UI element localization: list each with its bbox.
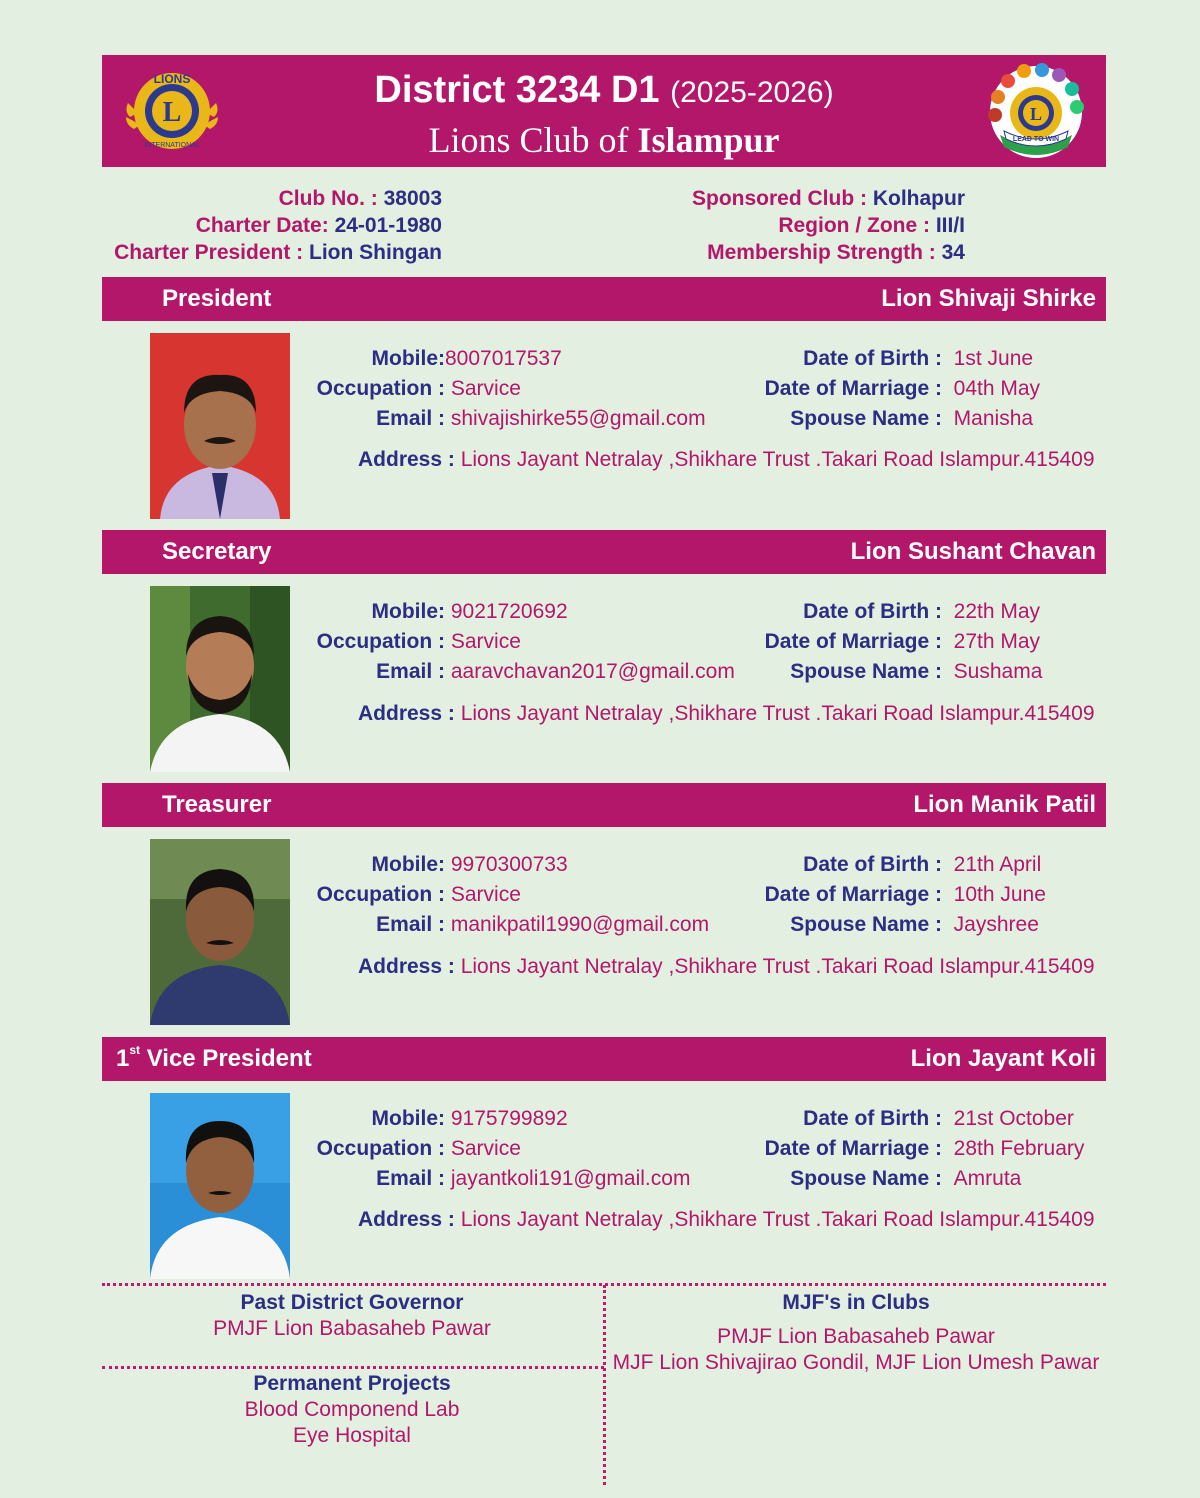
header-banner xyxy=(102,55,1106,167)
pdg-name: PMJF Lion Babasaheb Pawar xyxy=(213,1317,491,1340)
club-number-label: Club No. : xyxy=(278,187,378,210)
permanent-projects-block xyxy=(102,1371,602,1449)
address-label: Address : xyxy=(358,448,455,471)
spouse-value: Sushama xyxy=(953,660,1043,683)
dom-value: 28th February xyxy=(953,1137,1085,1160)
role-number: 1 xyxy=(116,1045,130,1072)
district-years: (2025-2026) xyxy=(670,76,834,109)
officer-name: Lion Sushant Chavan xyxy=(850,538,1096,565)
vice-president-address xyxy=(358,1208,1095,1232)
vice-president-section-bar xyxy=(102,1037,1106,1081)
dom-label: Date of Marriage : xyxy=(764,883,942,906)
club-info-right xyxy=(640,185,1060,266)
secretary-details-left xyxy=(310,597,735,687)
email-value[interactable]: manikpatil1990@gmail.com xyxy=(450,913,710,936)
officer-role xyxy=(116,1045,312,1073)
officer-name: Lion Jayant Koli xyxy=(910,1045,1096,1072)
dom-value: 04th May xyxy=(953,377,1041,400)
charter-president-value: Lion Shingan xyxy=(303,241,442,264)
occupation-label: Occupation : xyxy=(316,377,445,400)
mjf-block xyxy=(606,1290,1106,1376)
address-value: Lions Jayant Netralay ,Shikhare Trust .Takari Road Islampur.415409 xyxy=(460,702,1095,725)
project-item: Eye Hospital xyxy=(293,1424,411,1447)
sponsored-club-row xyxy=(640,185,965,212)
occupation-value: Sarvice xyxy=(450,1137,521,1160)
president-details-left xyxy=(310,344,710,434)
spouse-label: Spouse Name : xyxy=(790,660,942,683)
mobile-label: Mobile: xyxy=(371,853,445,876)
president-photo xyxy=(150,333,290,519)
officer-role: Treasurer xyxy=(162,791,272,818)
membership-row xyxy=(640,239,965,266)
treasurer-section-bar xyxy=(102,783,1106,827)
club-title xyxy=(102,119,1106,161)
district-title xyxy=(102,69,1106,112)
address-label: Address : xyxy=(358,955,455,978)
address-label: Address : xyxy=(358,1208,455,1231)
region-zone-row xyxy=(640,212,965,239)
spouse-value: Amruta xyxy=(953,1167,1022,1190)
sponsored-club-value: Kolhapur xyxy=(867,187,965,210)
dom-value: 27th May xyxy=(953,630,1041,653)
mobile-label: Mobile: xyxy=(371,600,445,623)
president-details-right xyxy=(760,344,1100,434)
secretary-address xyxy=(358,702,1095,726)
address-value: Lions Jayant Netralay ,Shikhare Trust .Takari Road Islampur.415409 xyxy=(460,955,1095,978)
email-value[interactable]: shivajishirke55@gmail.com xyxy=(450,407,706,430)
dob-value: 1st June xyxy=(953,347,1034,370)
role-title: Vice President xyxy=(146,1045,312,1072)
charter-president-row xyxy=(100,239,442,266)
logo-text-bottom: INTERNATIONAL xyxy=(144,142,200,149)
spouse-value: Manisha xyxy=(953,407,1034,430)
mobile-label: Mobile: xyxy=(371,347,445,370)
email-value[interactable]: aaravchavan2017@gmail.com xyxy=(450,660,735,683)
charter-date-label: Charter Date: xyxy=(195,214,329,237)
officer-name: Lion Shivaji Shirke xyxy=(881,285,1096,312)
dom-label: Date of Marriage : xyxy=(764,1137,942,1160)
project-item: Blood Componend Lab xyxy=(244,1398,460,1421)
treasurer-details-left xyxy=(310,850,710,940)
dom-label: Date of Marriage : xyxy=(764,377,942,400)
region-zone-value: III/I xyxy=(929,214,965,237)
logo-right-letter: L xyxy=(1029,104,1043,124)
logo-motto: LEAD TO WIN xyxy=(1012,136,1060,143)
club-number-value: 38003 xyxy=(377,187,442,210)
occupation-label: Occupation : xyxy=(316,1137,445,1160)
spouse-label: Spouse Name : xyxy=(790,1167,942,1190)
president-section-bar xyxy=(102,277,1106,321)
dob-label: Date of Birth : xyxy=(803,1107,942,1130)
vice-president-photo xyxy=(150,1093,290,1279)
occupation-value: Sarvice xyxy=(450,630,521,653)
spouse-label: Spouse Name : xyxy=(790,913,942,936)
club-name: Islampur xyxy=(637,120,780,160)
treasurer-address xyxy=(358,955,1095,979)
secretary-details-right xyxy=(760,597,1100,687)
pdg-heading: Past District Governor xyxy=(240,1291,464,1314)
mjf-heading: MJF's in Clubs xyxy=(782,1291,930,1314)
projects-heading: Permanent Projects xyxy=(253,1372,451,1395)
dob-value: 21st October xyxy=(953,1107,1074,1130)
lead-to-win-logo xyxy=(986,63,1086,161)
dom-value: 10th June xyxy=(953,883,1046,906)
mobile-value: 9175799892 xyxy=(450,1107,568,1130)
officer-role: Secretary xyxy=(162,538,272,565)
dob-label: Date of Birth : xyxy=(803,600,942,623)
logo-letter: L xyxy=(162,97,182,128)
membership-label: Membership Strength : xyxy=(707,241,936,264)
treasurer-details-right xyxy=(760,850,1100,940)
spouse-label: Spouse Name : xyxy=(790,407,942,430)
secretary-photo xyxy=(150,586,290,772)
district-name: District 3234 D1 xyxy=(374,69,660,111)
occupation-label: Occupation : xyxy=(316,883,445,906)
region-zone-label: Region / Zone : xyxy=(778,214,930,237)
dob-value: 22th May xyxy=(953,600,1041,623)
occupation-label: Occupation : xyxy=(316,630,445,653)
mobile-value: 8007017537 xyxy=(445,347,562,370)
occupation-value: Sarvice xyxy=(450,377,521,400)
treasurer-photo xyxy=(150,839,290,1025)
address-value: Lions Jayant Netralay ,Shikhare Trust .Takari Road Islampur.415409 xyxy=(460,448,1095,471)
dob-label: Date of Birth : xyxy=(803,853,942,876)
membership-value: 34 xyxy=(935,241,965,264)
club-number-row xyxy=(100,185,442,212)
president-address xyxy=(358,448,1095,472)
footer-divider-middle xyxy=(102,1366,604,1369)
address-value: Lions Jayant Netralay ,Shikhare Trust .Takari Road Islampur.415409 xyxy=(460,1208,1095,1231)
dob-value: 21th April xyxy=(953,853,1042,876)
sponsored-club-label: Sponsored Club : xyxy=(692,187,867,210)
dom-label: Date of Marriage : xyxy=(764,630,942,653)
spouse-value: Jayshree xyxy=(953,913,1039,936)
mobile-label: Mobile: xyxy=(371,1107,445,1130)
secretary-section-bar xyxy=(102,530,1106,574)
mobile-value: 9021720692 xyxy=(450,600,568,623)
officer-name: Lion Manik Patil xyxy=(913,791,1096,818)
email-label: Email : xyxy=(376,660,445,683)
occupation-value: Sarvice xyxy=(450,883,521,906)
club-prefix: Lions Club of xyxy=(428,120,629,160)
email-label: Email : xyxy=(376,1167,445,1190)
charter-president-label: Charter President : xyxy=(114,241,304,264)
vice-president-details-left xyxy=(310,1104,710,1194)
logo-text-top: LIONS xyxy=(153,72,191,86)
mobile-value: 9970300733 xyxy=(450,853,568,876)
officer-role: President xyxy=(162,285,272,312)
mjf-item: PMJF Lion Babasaheb Pawar xyxy=(717,1325,995,1348)
dob-label: Date of Birth : xyxy=(803,347,942,370)
email-label: Email : xyxy=(376,913,445,936)
mjf-item: MJF Lion Shivajirao Gondil, MJF Lion Umesh Pawar xyxy=(612,1351,1100,1374)
email-label: Email : xyxy=(376,407,445,430)
address-label: Address : xyxy=(358,702,455,725)
club-info-left xyxy=(100,185,480,266)
email-value[interactable]: jayantkoli191@gmail.com xyxy=(450,1167,691,1190)
vice-president-details-right xyxy=(760,1104,1100,1194)
charter-date-value: 24-01-1980 xyxy=(328,214,442,237)
past-district-governor-block xyxy=(102,1290,602,1342)
role-ordinal: st xyxy=(129,1043,141,1057)
charter-date-row xyxy=(100,212,442,239)
